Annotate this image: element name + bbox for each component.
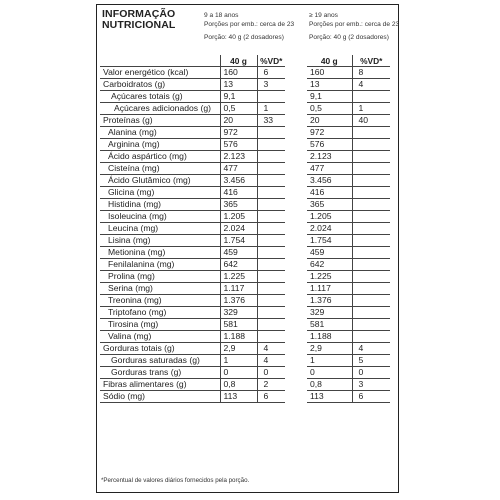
amount-value: 642 [307, 259, 352, 271]
vd-value [352, 307, 390, 319]
amount-value: 1.117 [307, 283, 352, 295]
amount-value: 477 [307, 163, 352, 175]
table-row [100, 127, 285, 139]
vd-value [352, 259, 390, 271]
amount-value: 2.024 [307, 223, 352, 235]
amount-value: 160 [307, 67, 352, 79]
table-row [307, 91, 390, 103]
amount-value: 1.225 [220, 271, 257, 283]
amount-value: 1 [307, 355, 352, 367]
table-row [307, 211, 390, 223]
amount-value: 0,5 [220, 103, 257, 115]
vd-value: 40 [352, 115, 390, 127]
amount-value: 576 [307, 139, 352, 151]
table-row [100, 79, 285, 91]
column-1-age: 9 a 18 anos [204, 12, 239, 19]
vd-value [257, 139, 285, 151]
table-header-row [100, 55, 285, 67]
vd-value: 8 [352, 67, 390, 79]
nutrient-name: Serina (mg) [100, 283, 220, 295]
amount-value: 1.188 [220, 331, 257, 343]
nutrient-name: Triptofano (mg) [100, 307, 220, 319]
amount-value: 1.376 [307, 295, 352, 307]
table-row [100, 331, 285, 343]
nutrient-name: Isoleucina (mg) [100, 211, 220, 223]
amount-value: 581 [220, 319, 257, 331]
column-2-header [309, 11, 399, 42]
vd-value: 5 [352, 355, 390, 367]
table-row [307, 247, 390, 259]
amount-value: 365 [307, 199, 352, 211]
vd-value [257, 235, 285, 247]
vd-value [257, 127, 285, 139]
vd-value [257, 259, 285, 271]
amount-value: 1.754 [220, 235, 257, 247]
amount-value: 2.123 [307, 151, 352, 163]
table-row [307, 67, 390, 79]
vd-value: 0 [257, 367, 285, 379]
table-row [100, 175, 285, 187]
vd-header: %VD* [352, 55, 390, 67]
vd-header: %VD* [257, 55, 285, 67]
nutrient-name: Valor energético (kcal) [100, 67, 220, 79]
table-row [307, 175, 390, 187]
table-row [307, 379, 390, 391]
vd-value [352, 283, 390, 295]
amount-value: 1.376 [220, 295, 257, 307]
amount-value: 9,1 [307, 91, 352, 103]
amount-value: 2.024 [220, 223, 257, 235]
vd-value [257, 175, 285, 187]
table-row [100, 283, 285, 295]
nutrient-name: Gorduras totais (g) [100, 343, 220, 355]
vd-value [352, 331, 390, 343]
vd-value [352, 247, 390, 259]
nutrient-name: Açúcares totais (g) [100, 91, 220, 103]
table-row [100, 391, 285, 403]
table-row [100, 187, 285, 199]
table-row [307, 139, 390, 151]
vd-value: 4 [352, 79, 390, 91]
vd-value [352, 235, 390, 247]
table-row [307, 271, 390, 283]
table-row [307, 367, 390, 379]
amount-value: 416 [220, 187, 257, 199]
vd-value [257, 247, 285, 259]
amount-value: 3.456 [220, 175, 257, 187]
vd-value [257, 151, 285, 163]
amount-value: 0,8 [307, 379, 352, 391]
title-line-1: INFORMAÇÃO [102, 8, 176, 20]
amount-value: 477 [220, 163, 257, 175]
amount-value: 459 [220, 247, 257, 259]
nutrient-name: Lisina (mg) [100, 235, 220, 247]
amount-value: 2.123 [220, 151, 257, 163]
table-row [307, 163, 390, 175]
amount-value: 416 [307, 187, 352, 199]
amount-value: 1.205 [307, 211, 352, 223]
vd-value: 6 [257, 67, 285, 79]
nutrient-name: Açúcares adicionados (g) [100, 103, 220, 115]
nutrient-name: Carboidratos (g) [100, 79, 220, 91]
vd-value [257, 91, 285, 103]
table-row [307, 295, 390, 307]
vd-value: 3 [257, 79, 285, 91]
table-row [307, 319, 390, 331]
vd-value [257, 331, 285, 343]
vd-value [257, 187, 285, 199]
nutrient-name: Tirosina (mg) [100, 319, 220, 331]
column-1-servings: Porções por emb.: cerca de 23 [204, 21, 295, 28]
vd-value [257, 319, 285, 331]
vd-value [352, 151, 390, 163]
amount-value: 365 [220, 199, 257, 211]
vd-value [352, 271, 390, 283]
panel-title [102, 9, 175, 31]
column-1-header [204, 11, 294, 42]
amount-value: 972 [307, 127, 352, 139]
amount-value: 2,9 [220, 343, 257, 355]
vd-value [257, 223, 285, 235]
table-row [100, 319, 285, 331]
column-2-servings: Porções por emb.: cerca de 23 [309, 21, 400, 28]
vd-value [352, 163, 390, 175]
vd-value [352, 223, 390, 235]
amount-value: 0 [307, 367, 352, 379]
vd-value: 6 [352, 391, 390, 403]
amount-value: 113 [220, 391, 257, 403]
amount-header: 40 g [220, 55, 257, 67]
table-row [100, 103, 285, 115]
column-2-portion: Porção: 40 g (2 dosadores) [309, 34, 389, 41]
table-row [307, 391, 390, 403]
nutrient-name: Fibras alimentares (g) [100, 379, 220, 391]
nutrition-table-9-18 [100, 55, 285, 403]
amount-value: 329 [220, 307, 257, 319]
table-row [100, 211, 285, 223]
amount-value: 13 [307, 79, 352, 91]
table-row [100, 343, 285, 355]
nutrient-name: Proteínas (g) [100, 115, 220, 127]
table-row [307, 127, 390, 139]
amount-value: 0 [220, 367, 257, 379]
amount-value: 0,5 [307, 103, 352, 115]
vd-value: 1 [352, 103, 390, 115]
vd-value [257, 163, 285, 175]
nutrient-name: Prolina (mg) [100, 271, 220, 283]
table-row [100, 247, 285, 259]
table-row [100, 115, 285, 127]
vd-value: 4 [257, 355, 285, 367]
column-2-age: ≥ 19 anos [309, 12, 338, 19]
table-row [100, 223, 285, 235]
amount-value: 1.188 [307, 331, 352, 343]
table-row [100, 271, 285, 283]
vd-value: 33 [257, 115, 285, 127]
table-row [100, 91, 285, 103]
amount-value: 329 [307, 307, 352, 319]
nutrient-name: Leucina (mg) [100, 223, 220, 235]
table-row [307, 223, 390, 235]
vd-value [257, 283, 285, 295]
vd-value: 3 [352, 379, 390, 391]
title-line-2: NUTRICIONAL [102, 19, 176, 31]
vd-value [352, 91, 390, 103]
vd-value [352, 127, 390, 139]
vd-value [257, 211, 285, 223]
vd-value [352, 319, 390, 331]
nutrient-name: Arginina (mg) [100, 139, 220, 151]
vd-value: 6 [257, 391, 285, 403]
footnote: *Percentual de valores diários fornecidos pela porção. [101, 477, 250, 484]
amount-value: 581 [307, 319, 352, 331]
amount-value: 1.117 [220, 283, 257, 295]
amount-value: 459 [307, 247, 352, 259]
amount-value: 13 [220, 79, 257, 91]
vd-value [352, 199, 390, 211]
table-row [307, 283, 390, 295]
nutrient-name: Alanina (mg) [100, 127, 220, 139]
nutrient-name: Gorduras trans (g) [100, 367, 220, 379]
amount-value: 1 [220, 355, 257, 367]
table-row [100, 199, 285, 211]
nutrient-name: Ácido aspártico (mg) [100, 151, 220, 163]
vd-value [352, 139, 390, 151]
vd-value: 4 [257, 343, 285, 355]
vd-value [257, 271, 285, 283]
table-row [100, 67, 285, 79]
vd-value [257, 295, 285, 307]
vd-value [257, 199, 285, 211]
table-row [100, 295, 285, 307]
nutrition-table-19-plus [307, 55, 390, 403]
amount-value: 20 [307, 115, 352, 127]
vd-value [257, 307, 285, 319]
table-row [100, 379, 285, 391]
table-row [100, 355, 285, 367]
table-row [307, 115, 390, 127]
table-row [100, 235, 285, 247]
vd-value: 0 [352, 367, 390, 379]
amount-value: 3.456 [307, 175, 352, 187]
amount-value: 576 [220, 139, 257, 151]
amount-value: 1.205 [220, 211, 257, 223]
nutrient-name: Sódio (mg) [100, 391, 220, 403]
nutrient-name: Ácido Glutâmico (mg) [100, 175, 220, 187]
amount-value: 113 [307, 391, 352, 403]
table-row [307, 199, 390, 211]
vd-value: 1 [257, 103, 285, 115]
amount-value: 160 [220, 67, 257, 79]
table-row [307, 79, 390, 91]
table-row [100, 163, 285, 175]
vd-value [352, 295, 390, 307]
nutrient-name: Fenilalanina (mg) [100, 259, 220, 271]
table-row [307, 187, 390, 199]
vd-value: 4 [352, 343, 390, 355]
column-1-portion: Porção: 40 g (2 dosadores) [204, 34, 284, 41]
amount-value: 2,9 [307, 343, 352, 355]
amount-value: 1.225 [307, 271, 352, 283]
table-row [307, 103, 390, 115]
table-row [307, 355, 390, 367]
nutrient-name: Histidina (mg) [100, 199, 220, 211]
table-row [307, 235, 390, 247]
nutrient-name: Metionina (mg) [100, 247, 220, 259]
table-header-row [307, 55, 390, 67]
nutrient-name: Glicina (mg) [100, 187, 220, 199]
table-row [307, 259, 390, 271]
table-row [307, 343, 390, 355]
table-row [100, 139, 285, 151]
table-row [307, 151, 390, 163]
amount-header: 40 g [307, 55, 352, 67]
vd-value [352, 175, 390, 187]
table-row [100, 151, 285, 163]
amount-value: 9,1 [220, 91, 257, 103]
nutrient-name: Cisteína (mg) [100, 163, 220, 175]
amount-value: 20 [220, 115, 257, 127]
amount-value: 1.754 [307, 235, 352, 247]
table-row [307, 307, 390, 319]
table-row [100, 367, 285, 379]
nutrient-name: Treonina (mg) [100, 295, 220, 307]
table-row [100, 307, 285, 319]
table-row [307, 331, 390, 343]
vd-value: 2 [257, 379, 285, 391]
table-row [100, 259, 285, 271]
vd-value [352, 187, 390, 199]
nutrient-name: Gorduras saturadas (g) [100, 355, 220, 367]
vd-value [352, 211, 390, 223]
amount-value: 972 [220, 127, 257, 139]
nutrient-name: Valina (mg) [100, 331, 220, 343]
amount-value: 642 [220, 259, 257, 271]
amount-value: 0,8 [220, 379, 257, 391]
